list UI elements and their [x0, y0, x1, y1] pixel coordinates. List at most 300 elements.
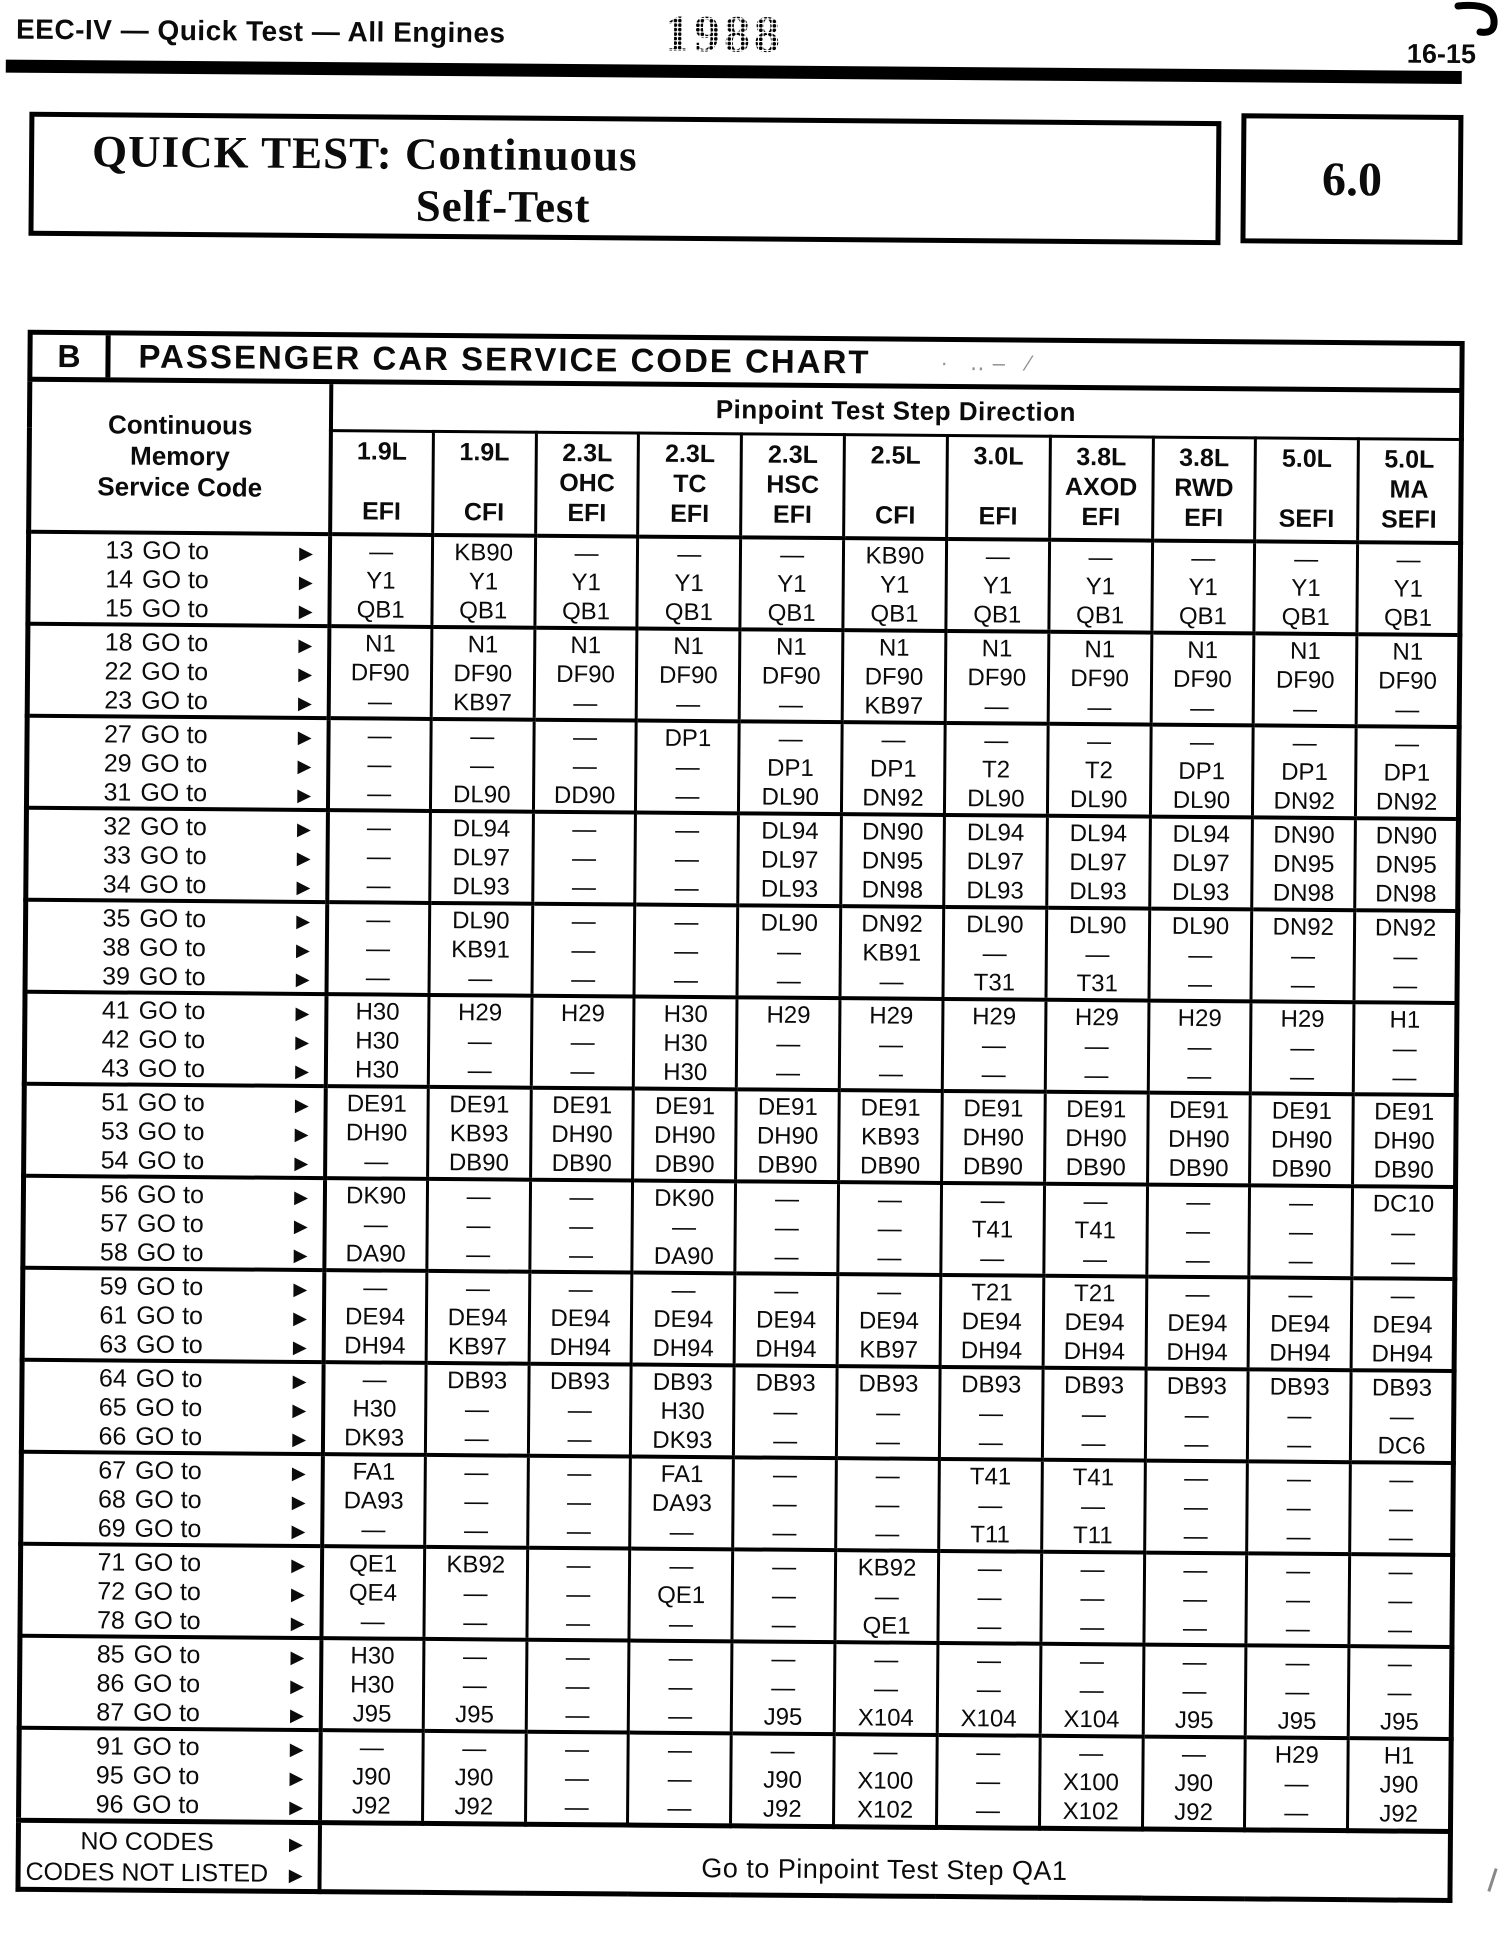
pinpoint-step-cell	[733, 1457, 837, 1550]
service-code-label	[30, 628, 327, 658]
pinpoint-step-cell	[1149, 817, 1253, 910]
go-to-arrow-icon: ►	[289, 1149, 313, 1176]
go-to-label: GO to	[133, 1640, 201, 1670]
go-to-arrow-icon: ►	[286, 1552, 310, 1579]
pinpoint-step-cell	[1350, 1462, 1454, 1555]
go-to-label: GO to	[132, 1790, 200, 1819]
pinpoint-step-value: —	[463, 1580, 488, 1608]
service-code-stub	[23, 1176, 325, 1270]
pinpoint-step-value: QB1	[1075, 601, 1125, 630]
pinpoint-step-value: —	[360, 1608, 385, 1636]
pinpoint-step-value: KB97	[859, 1335, 919, 1364]
pinpoint-step-value: DH94	[1269, 1339, 1331, 1367]
pinpoint-step-value: QE1	[862, 1611, 911, 1640]
pinpoint-step-value: H1	[1383, 1742, 1415, 1771]
engine-column-label	[640, 434, 741, 533]
pinpoint-step-value: —	[1080, 1585, 1105, 1613]
pinpoint-step-value: —	[467, 1056, 492, 1085]
pinpoint-step-cell	[322, 1454, 426, 1547]
pinpoint-step-cell	[328, 626, 432, 719]
pinpoint-step-value: —	[1284, 1770, 1309, 1798]
pinpoint-step-value: —	[776, 938, 802, 966]
pinpoint-step-value: —	[564, 1793, 589, 1821]
service-code-label	[26, 1145, 323, 1175]
service-code-label	[28, 933, 325, 963]
pinpoint-step-value: H30	[663, 1001, 708, 1029]
service-code-group-row	[20, 1544, 1453, 1647]
pinpoint-step-value: DH94	[549, 1333, 612, 1362]
pinpoint-step-value: —	[771, 1645, 796, 1674]
engine-system: EFI	[361, 496, 402, 526]
pinpoint-step-value: —	[1187, 970, 1213, 998]
pinpoint-step-value: —	[362, 1366, 387, 1394]
pinpoint-step-value: —	[775, 1059, 801, 1087]
service-code-label	[22, 1669, 319, 1699]
pinpoint-step-value: DF90	[864, 663, 924, 691]
pinpoint-step-cell	[839, 1090, 943, 1183]
service-code-number: 71	[97, 1548, 126, 1577]
pinpoint-step-value: —	[1392, 1064, 1417, 1092]
pinpoint-step-value: —	[770, 1737, 795, 1766]
service-code-label	[28, 869, 325, 899]
service-code-number: 33	[102, 841, 132, 870]
pinpoint-step-value: DE91	[860, 1094, 921, 1123]
service-code-number: 51	[101, 1088, 130, 1117]
pinpoint-step-cell	[532, 904, 636, 997]
service-code-number: 67	[98, 1456, 127, 1485]
pinpoint-step-value: QB1	[356, 595, 405, 624]
pinpoint-step-cell	[1353, 1094, 1457, 1187]
no-codes-row	[18, 1820, 1450, 1900]
go-to-arrow-icon: ►	[292, 781, 316, 808]
pinpoint-step-cell	[1253, 725, 1357, 818]
pinpoint-step-value: DH90	[962, 1124, 1024, 1152]
service-code-number: 59	[99, 1272, 128, 1301]
pinpoint-step-value: DL93	[1069, 877, 1127, 906]
pinpoint-step-value: —	[877, 1244, 902, 1272]
pinpoint-step-value: DH94	[344, 1331, 406, 1360]
go-to-label: GO to	[140, 720, 208, 750]
pinpoint-step-value: —	[877, 1186, 902, 1214]
pinpoint-step-cell	[633, 1089, 737, 1182]
engine-size: 5.0L	[1384, 444, 1435, 474]
service-code-label	[31, 565, 328, 595]
pinpoint-step-value: DB90	[860, 1151, 921, 1180]
engine-variant	[1257, 488, 1357, 489]
go-to-arrow-icon: ►	[284, 1861, 308, 1888]
engine-size: 3.8L	[1179, 443, 1230, 472]
pinpoint-step-value: —	[1184, 1401, 1209, 1430]
pinpoint-step-value: —	[1081, 1401, 1106, 1429]
pinpoint-step-value: DB90	[757, 1151, 818, 1179]
go-to-label: GO to	[136, 1238, 204, 1267]
pinpoint-step-cell	[321, 1546, 425, 1639]
pinpoint-step-value: DP1	[1281, 758, 1328, 786]
pinpoint-step-value: DC6	[1377, 1432, 1426, 1460]
pinpoint-step-cell	[1252, 817, 1356, 910]
pinpoint-step-value: DB90	[1065, 1153, 1126, 1182]
pinpoint-step-value: —	[1081, 1429, 1106, 1457]
pinpoint-step-value: DH90	[551, 1120, 613, 1149]
pinpoint-step-value: —	[1182, 1614, 1208, 1642]
go-to-arrow-icon: ►	[291, 873, 315, 900]
service-code-group-row	[22, 1268, 1455, 1371]
pinpoint-step-cell	[941, 1183, 1045, 1276]
pinpoint-step-value: —	[1185, 1246, 1210, 1274]
pinpoint-step-cell	[1352, 1186, 1456, 1279]
pinpoint-step-value: —	[1285, 1586, 1311, 1614]
pinpoint-step-value: —	[1185, 1217, 1211, 1246]
pinpoint-step-cell	[1253, 633, 1357, 726]
pinpoint-step-value: —	[978, 1400, 1004, 1428]
go-to-label: GO to	[132, 1761, 200, 1791]
pinpoint-step-value: DP1	[1383, 759, 1431, 787]
engine-column-label	[434, 432, 535, 531]
pinpoint-step-cell	[1246, 1645, 1350, 1738]
engine-system: EFI	[772, 500, 813, 529]
service-code-label	[21, 1732, 318, 1762]
pinpoint-step-cell	[1041, 1552, 1145, 1645]
pinpoint-step-value: —	[772, 1490, 797, 1518]
pinpoint-step-value: —	[1388, 1587, 1413, 1615]
engine-variant: HSC	[766, 470, 820, 499]
column-header-2.3l-ohc-efi	[535, 432, 639, 537]
pinpoint-step-cell	[429, 903, 533, 996]
pinpoint-step-value: DF90	[1070, 664, 1130, 693]
pinpoint-step-value: —	[677, 541, 702, 569]
service-code-label	[26, 1117, 323, 1147]
service-code-number: 29	[103, 749, 132, 778]
pinpoint-step-cell	[431, 627, 535, 720]
pinpoint-step-value: —	[778, 725, 803, 754]
pinpoint-step-value: DH94	[960, 1336, 1023, 1365]
pinpoint-step-value: DL97	[760, 846, 819, 874]
pinpoint-step-value: J95	[352, 1699, 392, 1728]
service-code-group-row	[21, 1360, 1454, 1463]
pinpoint-step-cell	[731, 1733, 835, 1826]
pinpoint-step-cell	[1248, 1277, 1352, 1370]
pinpoint-step-value: —	[875, 1428, 901, 1456]
pinpoint-step-value: —	[980, 1244, 1005, 1273]
service-code-number: 41	[101, 996, 130, 1025]
pinpoint-step-value: —	[565, 1644, 590, 1672]
pinpoint-step-value: —	[773, 1398, 798, 1426]
page-number: 16-15	[1406, 38, 1477, 70]
stub-header-line: Service Code	[97, 470, 263, 503]
pinpoint-step-value: H30	[663, 1029, 708, 1058]
pinpoint-step-cell	[944, 815, 1048, 908]
go-to-arrow-icon: ►	[288, 1304, 312, 1331]
pinpoint-step-value: DE91	[346, 1090, 407, 1119]
service-code-number: 56	[100, 1180, 129, 1209]
pinpoint-step-value: —	[878, 1031, 904, 1059]
pinpoint-step-value: —	[1082, 1245, 1108, 1273]
service-code-stub	[19, 1636, 321, 1730]
pinpoint-step-value: —	[569, 1184, 594, 1212]
pinpoint-step-value: —	[1285, 1615, 1310, 1643]
pinpoint-step-value: —	[1391, 1219, 1416, 1247]
engine-column-label	[1051, 437, 1152, 536]
pinpoint-step-value: —	[671, 1213, 697, 1242]
pinpoint-step-value: —	[570, 1057, 595, 1085]
service-code-label	[25, 1329, 322, 1359]
pinpoint-step-value: DE91	[449, 1091, 510, 1119]
go-to-arrow-icon: ►	[287, 1460, 311, 1487]
pinpoint-step-cell	[324, 1178, 428, 1271]
pinpoint-step-value: —	[466, 1240, 491, 1269]
pinpoint-step-value: —	[773, 1427, 798, 1455]
service-code-label	[30, 685, 327, 715]
pinpoint-step-value: T21	[971, 1279, 1013, 1307]
pinpoint-step-value: —	[569, 1213, 594, 1241]
pinpoint-step-cell	[735, 1181, 839, 1274]
go-to-arrow-icon: ►	[294, 568, 318, 596]
pinpoint-step-cell	[1043, 1276, 1147, 1369]
pinpoint-step-value: DF90	[1172, 665, 1232, 694]
pinpoint-step-value: KB90	[454, 539, 514, 567]
pinpoint-step-value: H30	[350, 1642, 395, 1671]
pinpoint-step-cell	[837, 1274, 941, 1367]
go-to-label: GO to	[135, 1422, 203, 1451]
pinpoint-step-cell	[843, 538, 947, 631]
pinpoint-step-value: J92	[762, 1795, 802, 1823]
pinpoint-step-value: Y1	[1291, 574, 1321, 602]
pinpoint-step-cell	[737, 997, 841, 1090]
pinpoint-step-value: T41	[969, 1463, 1012, 1491]
pinpoint-step-value: DL90	[760, 909, 819, 938]
engine-system: EFI	[1184, 503, 1224, 532]
pinpoint-step-cell	[736, 1089, 840, 1182]
pinpoint-step-value: —	[668, 1610, 694, 1638]
pinpoint-step-value: DL90	[967, 784, 1025, 813]
engine-size: 2.3L	[664, 439, 716, 468]
pinpoint-step-value: —	[1290, 1034, 1315, 1062]
service-code-label	[26, 1180, 323, 1210]
service-code-number: 23	[104, 686, 133, 715]
pinpoint-step-cell	[1251, 909, 1355, 1002]
pinpoint-step-value: —	[1388, 1495, 1414, 1523]
go-to-label: GO to	[141, 628, 209, 658]
pinpoint-step-value: DH90	[1065, 1124, 1127, 1153]
pinpoint-step-value: —	[976, 1739, 1001, 1767]
pinpoint-step-cell	[424, 1547, 528, 1640]
pinpoint-step-cell	[1355, 818, 1459, 911]
service-code-group-row	[27, 624, 1460, 727]
pinpoint-step-cell	[1254, 541, 1358, 634]
go-to-label: GO to	[132, 1732, 200, 1762]
go-to-label: GO to	[137, 1117, 205, 1147]
service-code-stub	[24, 992, 326, 1086]
pinpoint-step-cell	[842, 722, 946, 815]
pinpoint-step-value: X100	[1062, 1768, 1120, 1797]
go-to-arrow-icon: ►	[285, 1644, 309, 1671]
service-code-label	[25, 1301, 322, 1331]
pinpoint-step-value: —	[978, 1492, 1003, 1520]
engine-column-label	[332, 432, 432, 531]
pinpoint-step-cell	[430, 811, 534, 904]
pinpoint-step-value: —	[675, 817, 700, 845]
pinpoint-step-value: X104	[857, 1703, 914, 1732]
pinpoint-step-value: —	[369, 538, 394, 566]
pinpoint-step-value: N1	[673, 633, 705, 661]
pinpoint-step-value: DL93	[966, 876, 1024, 905]
pinpoint-step-value: J95	[763, 1703, 803, 1731]
pinpoint-step-value: —	[367, 688, 393, 716]
pinpoint-step-value: T31	[973, 968, 1016, 997]
pinpoint-step-value: —	[975, 1796, 1001, 1825]
pinpoint-step-cell	[1046, 816, 1150, 909]
pinpoint-step-value: DN90	[861, 818, 924, 847]
pinpoint-step-value: —	[1285, 1678, 1310, 1706]
service-code-chart	[15, 330, 1464, 1903]
pinpoint-step-value: DF90	[1378, 667, 1438, 695]
go-to-arrow-icon: ►	[284, 1830, 308, 1857]
pinpoint-step-value: —	[1286, 1466, 1312, 1494]
pinpoint-step-value: DB93	[652, 1369, 713, 1397]
service-code-number: 34	[102, 870, 131, 899]
pinpoint-step-value: N1	[1187, 637, 1219, 665]
pinpoint-step-value: —	[874, 1583, 899, 1611]
pinpoint-step-cell	[1353, 1002, 1457, 1095]
service-code-label	[27, 1025, 324, 1055]
pinpoint-step-value: N1	[1290, 638, 1321, 666]
pinpoint-step-cell	[1249, 1185, 1353, 1278]
service-code-number: 43	[101, 1053, 130, 1083]
pinpoint-step-value: DN92	[1374, 914, 1437, 943]
pinpoint-step-value: KB91	[451, 936, 511, 964]
service-code-label	[30, 593, 327, 623]
pinpoint-step-value: DH90	[1373, 1127, 1435, 1155]
pinpoint-step-value: —	[776, 1030, 801, 1058]
go-to-label: GO to	[136, 1209, 204, 1239]
pinpoint-step-cell	[635, 813, 739, 906]
pinpoint-step-cell	[634, 905, 738, 998]
pinpoint-step-value: —	[367, 751, 392, 779]
pinpoint-step-value: KB92	[446, 1551, 506, 1579]
pinpoint-step-cell	[532, 812, 636, 905]
go-to-arrow-icon: ►	[289, 1184, 313, 1211]
pinpoint-step-value: DB90	[551, 1149, 612, 1178]
pinpoint-step-value: —	[675, 782, 700, 810]
pinpoint-step-value: —	[565, 1701, 590, 1729]
pinpoint-step-value: —	[1083, 1188, 1108, 1216]
pinpoint-step-cell	[834, 1734, 938, 1827]
service-code-label	[22, 1697, 319, 1727]
pinpoint-step-value: DE94	[653, 1305, 714, 1334]
pinpoint-step-cell	[533, 720, 637, 813]
pinpoint-step-value: DF90	[453, 660, 513, 688]
pinpoint-step-value: DB93	[447, 1367, 508, 1395]
go-to-arrow-icon: ►	[288, 1333, 312, 1360]
go-to-arrow-icon: ►	[290, 1120, 314, 1148]
pinpoint-step-value: —	[571, 873, 596, 901]
pinpoint-step-cell	[531, 996, 635, 1089]
pinpoint-step-value: —	[674, 909, 699, 937]
service-code-stub	[26, 716, 328, 810]
go-to-label: GO to	[140, 778, 208, 807]
pinpoint-step-value: DB93	[858, 1370, 919, 1399]
pinpoint-step-value: DL90	[452, 907, 510, 935]
pinpoint-step-value: DP1	[767, 754, 814, 782]
service-code-number: 72	[97, 1577, 126, 1606]
pinpoint-step-cell	[529, 1272, 633, 1365]
pinpoint-step-value: DB90	[1168, 1154, 1229, 1182]
pinpoint-step-value: —	[464, 1424, 489, 1453]
pinpoint-step-value: DF90	[350, 659, 410, 687]
pinpoint-step-value: —	[874, 1646, 899, 1674]
pinpoint-step-value: —	[668, 1702, 693, 1730]
pinpoint-step-value: —	[1286, 1494, 1311, 1522]
pinpoint-step-value: DN92	[1273, 787, 1336, 815]
pinpoint-step-value: —	[1182, 1649, 1207, 1677]
stub-header-line: Memory	[130, 440, 230, 471]
pinpoint-step-value: DK93	[652, 1426, 713, 1454]
pinpoint-step-cell	[1041, 1460, 1145, 1553]
pinpoint-step-cell	[325, 994, 429, 1087]
pinpoint-step-value: DB90	[962, 1152, 1024, 1181]
pinpoint-step-value: DH90	[653, 1121, 716, 1150]
pinpoint-step-value: —	[1392, 1035, 1417, 1063]
pinpoint-step-value: —	[463, 1516, 489, 1545]
engine-system: EFI	[1081, 502, 1121, 531]
pinpoint-step-cell	[836, 1458, 940, 1551]
go-to-label: GO to	[141, 686, 208, 715]
pinpoint-step-value: —	[673, 966, 699, 994]
pinpoint-step-value: DE94	[858, 1307, 920, 1335]
service-code-group-row	[24, 1084, 1457, 1187]
footer-label-text: NO CODES	[80, 1826, 214, 1856]
pinpoint-step-value: QB1	[767, 599, 816, 627]
pinpoint-step-value: DL94	[1069, 820, 1128, 848]
pinpoint-step-value: DA90	[345, 1239, 406, 1268]
go-to-arrow-icon: ►	[286, 1517, 310, 1544]
pinpoint-step-value: J92	[1379, 1800, 1419, 1828]
go-to-arrow-icon: ►	[288, 1276, 312, 1303]
pinpoint-step-cell	[323, 1270, 427, 1363]
pinpoint-step-cell	[1150, 725, 1254, 818]
pinpoint-step-value: T11	[1072, 1521, 1113, 1549]
pinpoint-step-value: —	[1080, 1556, 1105, 1584]
pinpoint-step-cell	[527, 1548, 631, 1641]
pinpoint-step-value: H30	[352, 1395, 397, 1423]
pinpoint-step-cell	[527, 1456, 631, 1549]
service-code-label	[28, 904, 325, 934]
pinpoint-step-value: —	[359, 1734, 384, 1762]
pinpoint-step-value: —	[667, 1794, 692, 1822]
pinpoint-step-value: J92	[454, 1792, 494, 1821]
go-to-label: GO to	[135, 1393, 203, 1423]
go-to-arrow-icon: ►	[293, 660, 317, 688]
pinpoint-step-value: —	[566, 1552, 591, 1580]
go-to-arrow-icon: ►	[290, 1057, 314, 1084]
go-to-label: GO to	[138, 962, 206, 991]
pinpoint-step-value: —	[566, 1489, 592, 1517]
pinpoint-step-cell	[734, 1273, 838, 1366]
pinpoint-step-cell	[1349, 1554, 1453, 1647]
service-code-number: 58	[99, 1237, 128, 1267]
pinpoint-step-value: DP1	[664, 725, 712, 753]
engine-column-label	[742, 435, 843, 534]
go-to-arrow-icon: ►	[287, 1396, 311, 1423]
pinpoint-step-value: DN98	[861, 875, 924, 904]
pinpoint-step-cell	[739, 721, 843, 814]
pinpoint-step-value: H29	[1274, 1741, 1319, 1770]
pinpoint-step-cell	[938, 1551, 1042, 1644]
pinpoint-step-value: —	[462, 1672, 487, 1700]
no-codes-stub	[18, 1820, 320, 1891]
pinpoint-step-value: DK90	[654, 1185, 715, 1213]
pinpoint-step-value: QB1	[1383, 604, 1433, 632]
